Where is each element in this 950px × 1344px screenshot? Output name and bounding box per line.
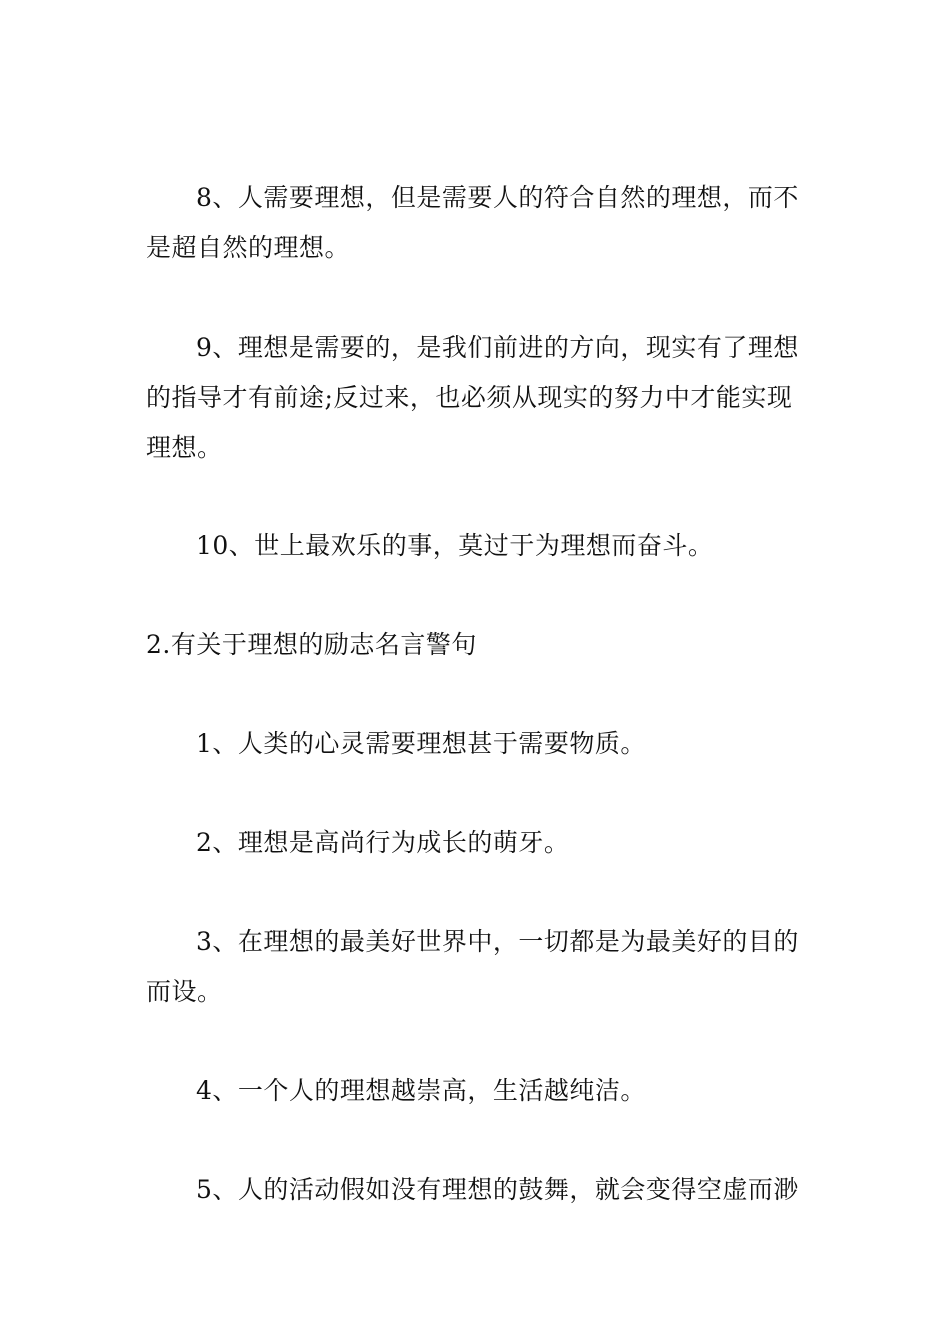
paragraph-9: 9、理想是需要的，是我们前进的方向，现实有了理想的指导才有前途;反过来，也必须从现实的努力中才能实现理想。 xyxy=(146,333,799,462)
quote-4: 4、一个人的理想越崇高，生活越纯洁。 xyxy=(196,1076,646,1105)
quote-2: 2、理想是高尚行为成长的萌牙。 xyxy=(196,828,570,857)
quote-5: 5、人的活动假如没有理想的鼓舞，就会变得空虚而渺 xyxy=(196,1175,799,1204)
quote-1: 1、人类的心灵需要理想甚于需要物质。 xyxy=(196,729,646,758)
paragraph-8: 8、人需要理想，但是需要人的符合自然的理想，而不是超自然的理想。 xyxy=(146,183,799,262)
paragraph-10: 10、世上最欢乐的事，莫过于为理想而奋斗。 xyxy=(196,531,714,560)
quote-3: 3、在理想的最美好世界中，一切都是为最美好的目的而设。 xyxy=(146,927,799,1006)
section-heading: 2.有关于理想的励志名言警句 xyxy=(146,630,477,659)
